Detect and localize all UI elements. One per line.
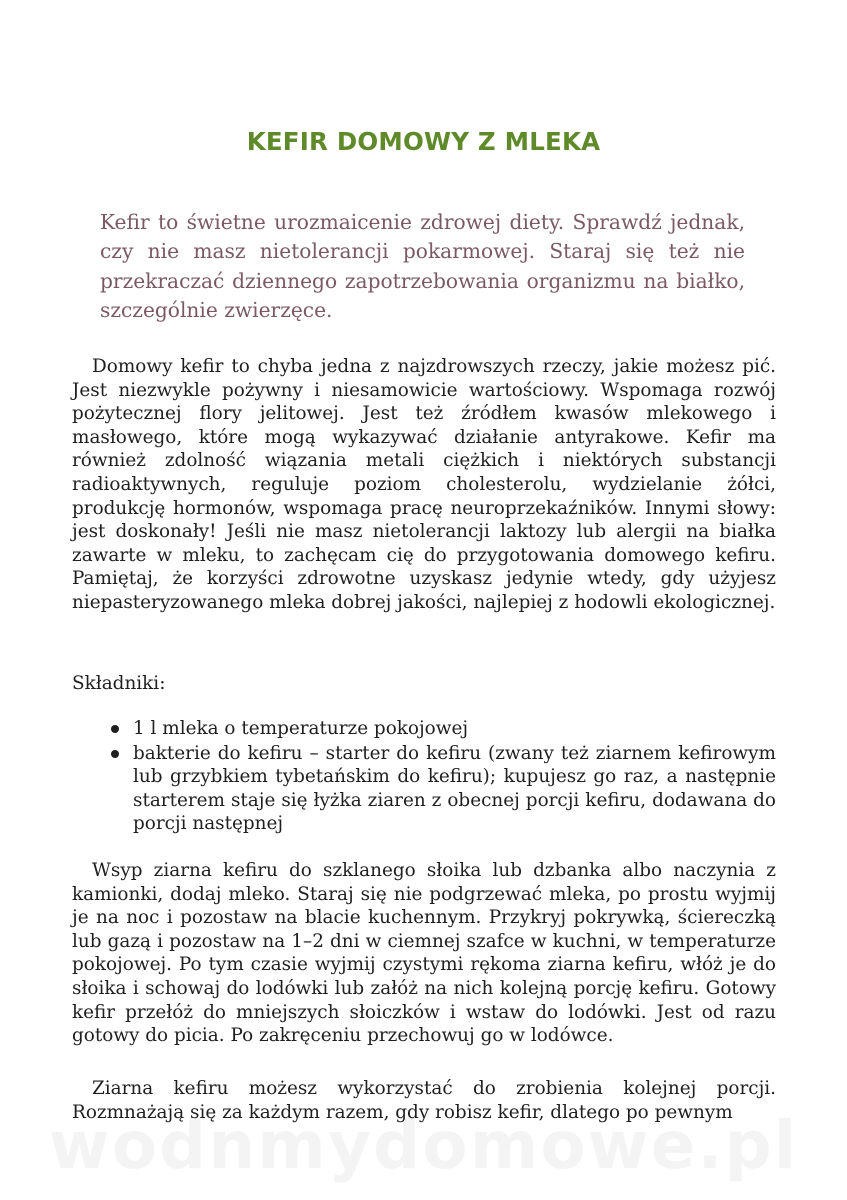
body-paragraph-1: Domowy kefir to chyba jedna z najzdrowszych rzeczy, jakie możesz pić. Jest niezwykle pożywny i niesamowicie wartościowy. Wspomaga rozwój pożytecznej flory jelitowej. Jest też źródłem kwasów mlekowego i masłowego, które mogą wykazywać działanie antyrakowe. Kefir ma również zdolność wiązania metali ciężkich i niektórych substancji radioaktywnych, reguluje poziom cholesterolu, wydzielanie żółci, produkcję hormonów, wspomaga pracę neuroprzekaźników. Innymi słowy: jest doskonały! Jeśli nie masz nietolerancji laktozy lub alergii na białka zawarte w mleku, to zachęcam cię do przygotowania domowego kefiru. Pamiętaj, że korzyści zdrowotne uzyskasz jedynie wtedy, gdy użyjesz niepasteryzowanego mleka dobrej jakości, najlepiej z hodowli ekologicznej. (72, 356, 776, 613)
list-item (133, 717, 776, 741)
body-section-method (72, 859, 776, 1048)
lead-paragraph: Kefir to świetne urozmaicenie zdrowej diety. Sprawdź jednak, czy nie masz nietolerancji pokarmowej. Staraj się też nie przekraczać dziennego zapotrzebowania organizmu na białko, szczególnie zwierzęce. (100, 210, 745, 322)
body-paragraph-2: Wsyp ziarna kefiru do szklanego słoika lub dzbanka albo naczynia z kamionki, dodaj mleko. Staraj się nie podgrzewać mleka, po prostu wyjmij je na noc i pozostaw na blacie kuchennym. Przykryj pokrywką, ściereczką lub gazą i pozostaw na 1–2 dni w ciemnej szafce w kuchni, w temperaturze pokojowej. Po tym czasie wyjmij czystymi rękoma ziarna kefiru, włóż je do słoika i schowaj do lodówki lub załóż na nich kolejną porcję kefiru. Gotowy kefir przełóż do mniejszych słoiczków i wstaw do lodówki. Jest od razu gotowy do picia. Po zakręceniu przechowuj go w lodówce. (72, 860, 776, 1047)
body-section-intro (72, 355, 776, 615)
bullet-icon (111, 750, 119, 758)
ingredient-text: 1 l mleka o temperaturze pokojowej (133, 718, 469, 739)
ingredient-text: bakterie do kefiru – starter do kefiru (zwany też ziarnem kefirowym lub grzybkiem tybetańskim do kefiru); kupujesz go raz, a następnie starterem staje się łyżka ziaren z obecnej porcji kefiru, dodawana do porcji następnej (133, 742, 776, 835)
page-title: KEFIR DOMOWY Z MLEKA (246, 127, 601, 156)
ingredients-list (133, 717, 776, 837)
ingredients-heading: Składniki: (72, 673, 166, 694)
body-section-reuse (72, 1077, 776, 1124)
list-item (133, 742, 776, 836)
bullet-icon (111, 725, 119, 733)
body-paragraph-3: Ziarna kefiru możesz wykorzystać do zrobienia kolejnej porcji. Rozmnażają się za każdym razem, gdy robisz kefir, dlatego po pewnym (72, 1078, 776, 1123)
